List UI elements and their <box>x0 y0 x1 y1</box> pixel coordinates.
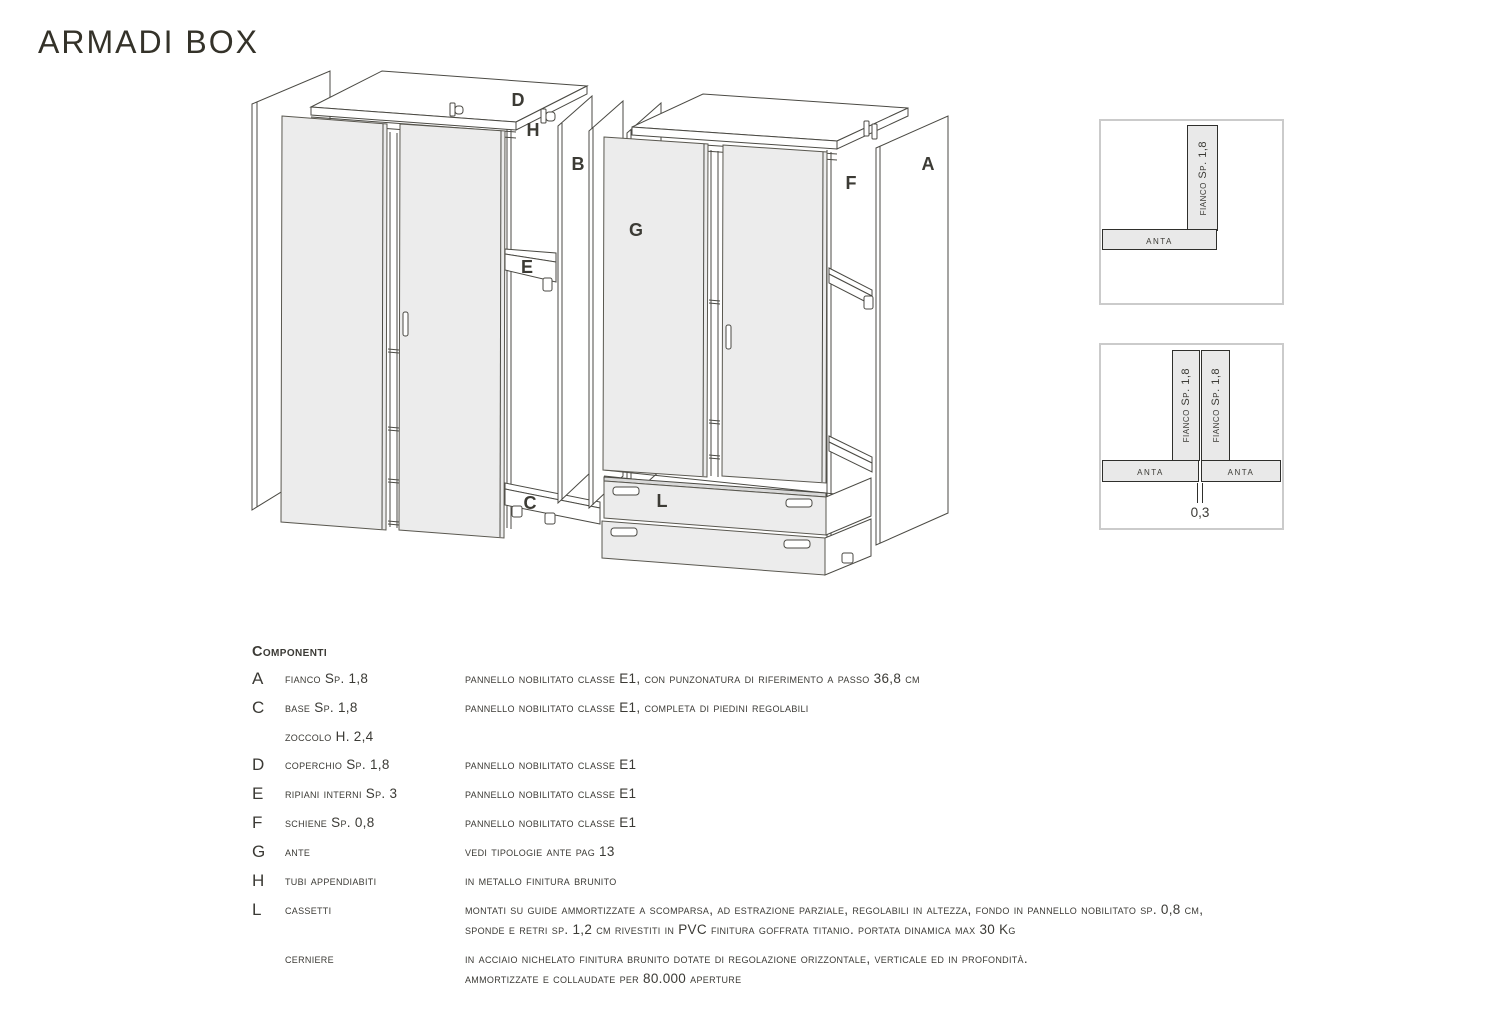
fianco-label: fianco Sp. 1,8 <box>1196 140 1209 216</box>
component-letter: E <box>252 784 264 803</box>
fianco-bar <box>1187 125 1218 231</box>
right-wardrobe-drawing <box>602 94 948 575</box>
label-A: A <box>921 154 935 174</box>
component-row <box>252 871 1412 891</box>
right-door <box>399 124 505 538</box>
component-row <box>252 842 1412 862</box>
left-wardrobe-drawing <box>252 71 623 538</box>
component-letter: A <box>252 669 264 688</box>
component-name: coperchio Sp. 1,8 <box>285 757 390 772</box>
left-door <box>281 116 387 530</box>
component-name: ripiani interni Sp. 3 <box>285 786 398 801</box>
rod-bracket <box>864 121 869 136</box>
rod-bracket <box>450 103 455 116</box>
component-letter: H <box>252 871 265 890</box>
component-letter: G <box>252 842 266 861</box>
page-title: ARMADI BOX <box>38 24 259 60</box>
drawer-handle <box>784 540 810 548</box>
component-desc: in metallo finitura brunito <box>465 873 617 888</box>
anta-label: anta <box>1146 232 1173 247</box>
component-desc: pannello nobilitato classe E1, con punzonatura di riferimento a passo 36,8 cm <box>465 671 920 686</box>
drawer-handle <box>611 528 637 536</box>
component-row <box>252 813 1412 833</box>
component-desc: in acciaio nichelato finitura brunito dotate di regolazione orizzontale, verticale ed in profondità. <box>465 951 1028 966</box>
components-heading: Componenti <box>252 644 328 660</box>
component-name: base Sp. 1,8 <box>285 700 358 715</box>
drawer-handle <box>786 499 812 507</box>
side-panel-a <box>876 116 948 545</box>
fianco-bar-left <box>1172 350 1200 461</box>
anta-bar-left <box>1102 460 1199 482</box>
component-row <box>252 949 1412 989</box>
component-name: tubi appendiabiti <box>285 873 377 888</box>
fianco-label: fianco Sp. 1,8 <box>1209 368 1222 443</box>
component-letter: F <box>252 813 263 832</box>
component-name: zoccolo H. 2,4 <box>285 729 374 744</box>
rod-bracket <box>541 109 546 123</box>
label-D: D <box>511 90 525 110</box>
gap-mark <box>1197 483 1198 503</box>
component-row <box>252 727 1412 746</box>
label-E: E <box>520 257 534 277</box>
component-name: ante <box>285 844 311 859</box>
component-desc: ammortizzate e collaudate per 80.000 aperture <box>465 971 742 986</box>
label-B: B <box>571 154 585 174</box>
door-handle <box>726 325 731 349</box>
anta-bar <box>1102 229 1217 250</box>
component-row <box>252 784 1412 804</box>
label-C: C <box>523 493 537 513</box>
component-desc: sponde e retri sp. 1,2 cm rivestiti in PVC finitura goffrata titanio. portata dinamica max 30 Kg <box>465 922 1016 937</box>
component-desc: montati su guide ammortizzate a scomparsa, ad estrazione parziale, regolabili in altezza, fondo in pannello nobilitato sp. 0,8 cm, <box>465 902 1204 917</box>
component-name: cassetti <box>285 902 332 917</box>
door-handle <box>403 312 408 336</box>
anta-bar-right <box>1201 460 1281 482</box>
component-name: fianco Sp. 1,8 <box>285 671 369 686</box>
component-desc: pannello nobilitato classe E1 <box>465 757 637 772</box>
component-letter: D <box>252 755 265 774</box>
component-letter: L <box>252 900 262 919</box>
component-desc: pannello nobilitato classe E1 <box>465 786 637 801</box>
fianco-label: fianco Sp. 1,8 <box>1180 368 1192 443</box>
door-g <box>603 137 708 477</box>
gap-value: 0,3 <box>1190 505 1210 520</box>
anta-label: anta <box>1227 464 1255 478</box>
foot <box>842 553 853 563</box>
right-door <box>722 145 827 483</box>
drawer-handle <box>613 487 639 495</box>
component-letter: C <box>252 698 265 717</box>
component-name: schiene Sp. 0,8 <box>285 815 375 830</box>
component-desc: vedi tipologie ante pag 13 <box>465 844 615 859</box>
gap-mark <box>1202 483 1203 503</box>
label-F: F <box>845 173 857 193</box>
label-L: L <box>656 491 668 511</box>
label-G: G <box>628 220 644 240</box>
component-row <box>252 755 1412 775</box>
detail-diagram-single-door <box>1099 119 1284 305</box>
component-desc: pannello nobilitato classe E1, completa di piedini regolabili <box>465 700 809 715</box>
component-desc: pannello nobilitato classe E1 <box>465 815 637 830</box>
detail-diagram-double-door <box>1099 343 1284 530</box>
anta-label: anta <box>1137 464 1164 478</box>
components-list <box>252 644 1412 989</box>
label-H: H <box>526 120 540 140</box>
component-row <box>252 669 1412 689</box>
component-row <box>252 900 1412 940</box>
fianco-bar-right <box>1201 350 1230 461</box>
component-row <box>252 698 1412 718</box>
component-name: cerniere <box>285 951 334 966</box>
